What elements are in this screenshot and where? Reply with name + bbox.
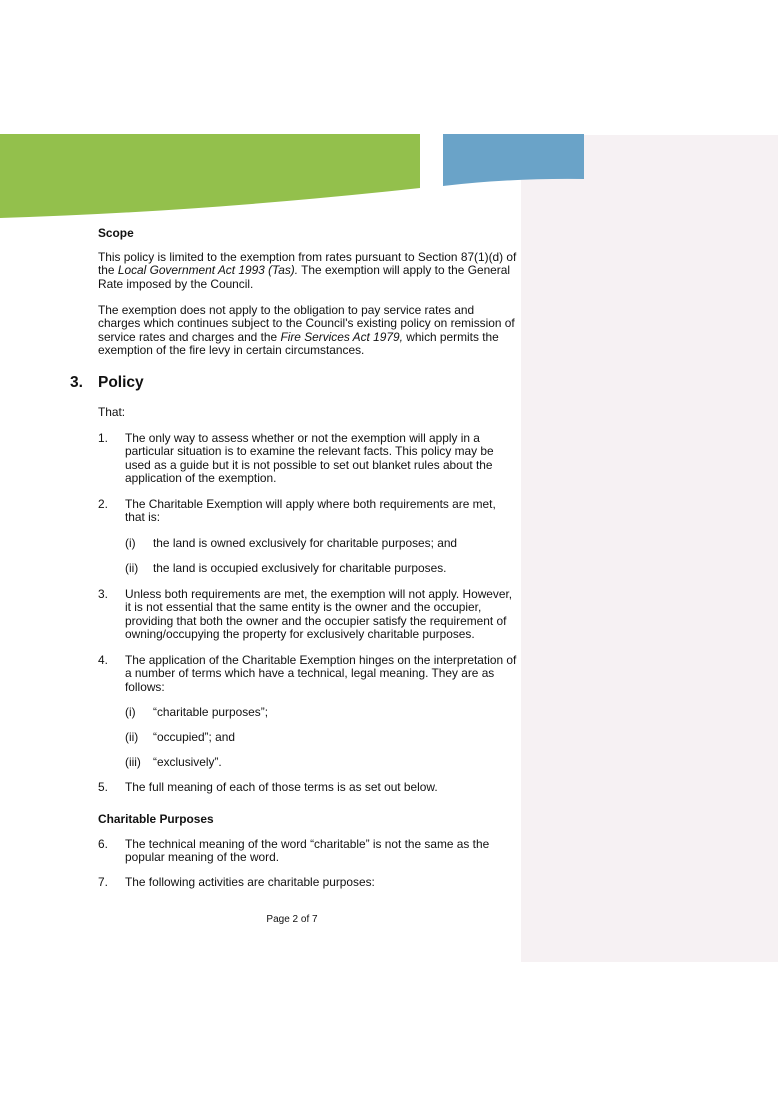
list-item-2 [98,498,518,525]
header-banner [0,134,584,220]
policy-section-title: Policy [98,374,144,391]
list-number: 4. [98,653,108,667]
scope-p2-act-title: Fire Services Act 1979, [280,329,403,344]
sub-item-2-i [125,537,515,550]
list-number: 6. [98,837,108,851]
sub-number: (ii) [125,561,139,575]
scope-p1-act-title: Local Government Act 1993 (Tas). [117,263,299,278]
sub-item-2-ii [125,562,515,575]
sub-item-4-i [125,706,515,719]
list-text: The technical meaning of the word “charitable” is not the same as the popular meaning of the word. [125,837,490,865]
list-number: 1. [98,431,108,445]
list-item-4 [98,654,518,694]
list-number: 5. [98,780,108,794]
charitable-purposes-heading: Charitable Purposes [98,812,214,826]
sub-text: the land is occupied exclusively for charitable purposes. [153,561,447,575]
list-number: 2. [98,497,108,511]
banner-green-swoosh [0,134,420,218]
scope-heading: Scope [98,226,134,240]
list-text: The application of the Charitable Exemption hinges on the interpretation of a number of terms which have a technical, legal meaning. They are as follows: [125,653,517,694]
policy-intro: That: [98,405,126,419]
sub-number: (i) [125,536,136,550]
scope-p1-text-a: This policy is limited to the exemption from rates pursuant to Section 87(1)(d) of the [98,250,517,278]
sub-text: “exclusively”. [153,755,222,769]
list-text: The only way to assess whether or not the exemption will apply in a particular situation is to examine the relevant facts. This policy may be used as a guide but it is not possible to set out blanket rules about the application of the exemption. [125,431,494,486]
policy-section-number: 3. [70,374,83,391]
sub-item-4-iii [125,756,515,769]
page-footer: Page 2 of 7 [266,914,318,925]
list-item-5 [98,781,518,794]
list-item-6 [98,838,518,865]
list-text: The Charitable Exemption will apply where both requirements are met, that is: [125,497,496,525]
scope-paragraph-1 [98,251,518,291]
list-item-7 [98,876,518,889]
list-number: 7. [98,875,108,889]
banner-blue-swoosh [443,134,584,186]
list-number: 3. [98,587,108,601]
sub-text: the land is owned exclusively for charitable purposes; and [153,536,458,550]
sub-number: (i) [125,705,136,719]
sub-item-4-ii [125,731,515,744]
list-text: The following activities are charitable purposes: [125,875,375,889]
scope-p1-text-b: The exemption will apply to the General Rate imposed by the Council. [98,263,511,291]
sub-number: (ii) [125,730,139,744]
sub-number: (iii) [125,755,141,769]
list-item-3 [98,588,518,642]
list-item-1 [98,432,518,486]
list-text: Unless both requirements are met, the exemption will not apply. However, it is not essential that the same entity is the owner and the occupier, providing that both the owner and the occupier satisfy the requirement of owning/occupying the property for exclusively charitable purposes. [125,587,513,642]
policy-heading [70,374,144,392]
scope-p2-text-a: The exemption does not apply to the obligation to pay service rates and charges which continues subject to the Council's existing policy on remission of service rates and charges and the [98,303,515,344]
sub-text: “occupied”; and [153,730,235,744]
list-text: The full meaning of each of those terms is as set out below. [125,780,438,794]
side-panel [521,135,778,962]
scope-p2-text-b: which permits the exemption of the fire levy in certain circumstances. [98,329,499,358]
scope-paragraph-2 [98,304,518,358]
sub-text: “charitable purposes”; [153,705,268,719]
